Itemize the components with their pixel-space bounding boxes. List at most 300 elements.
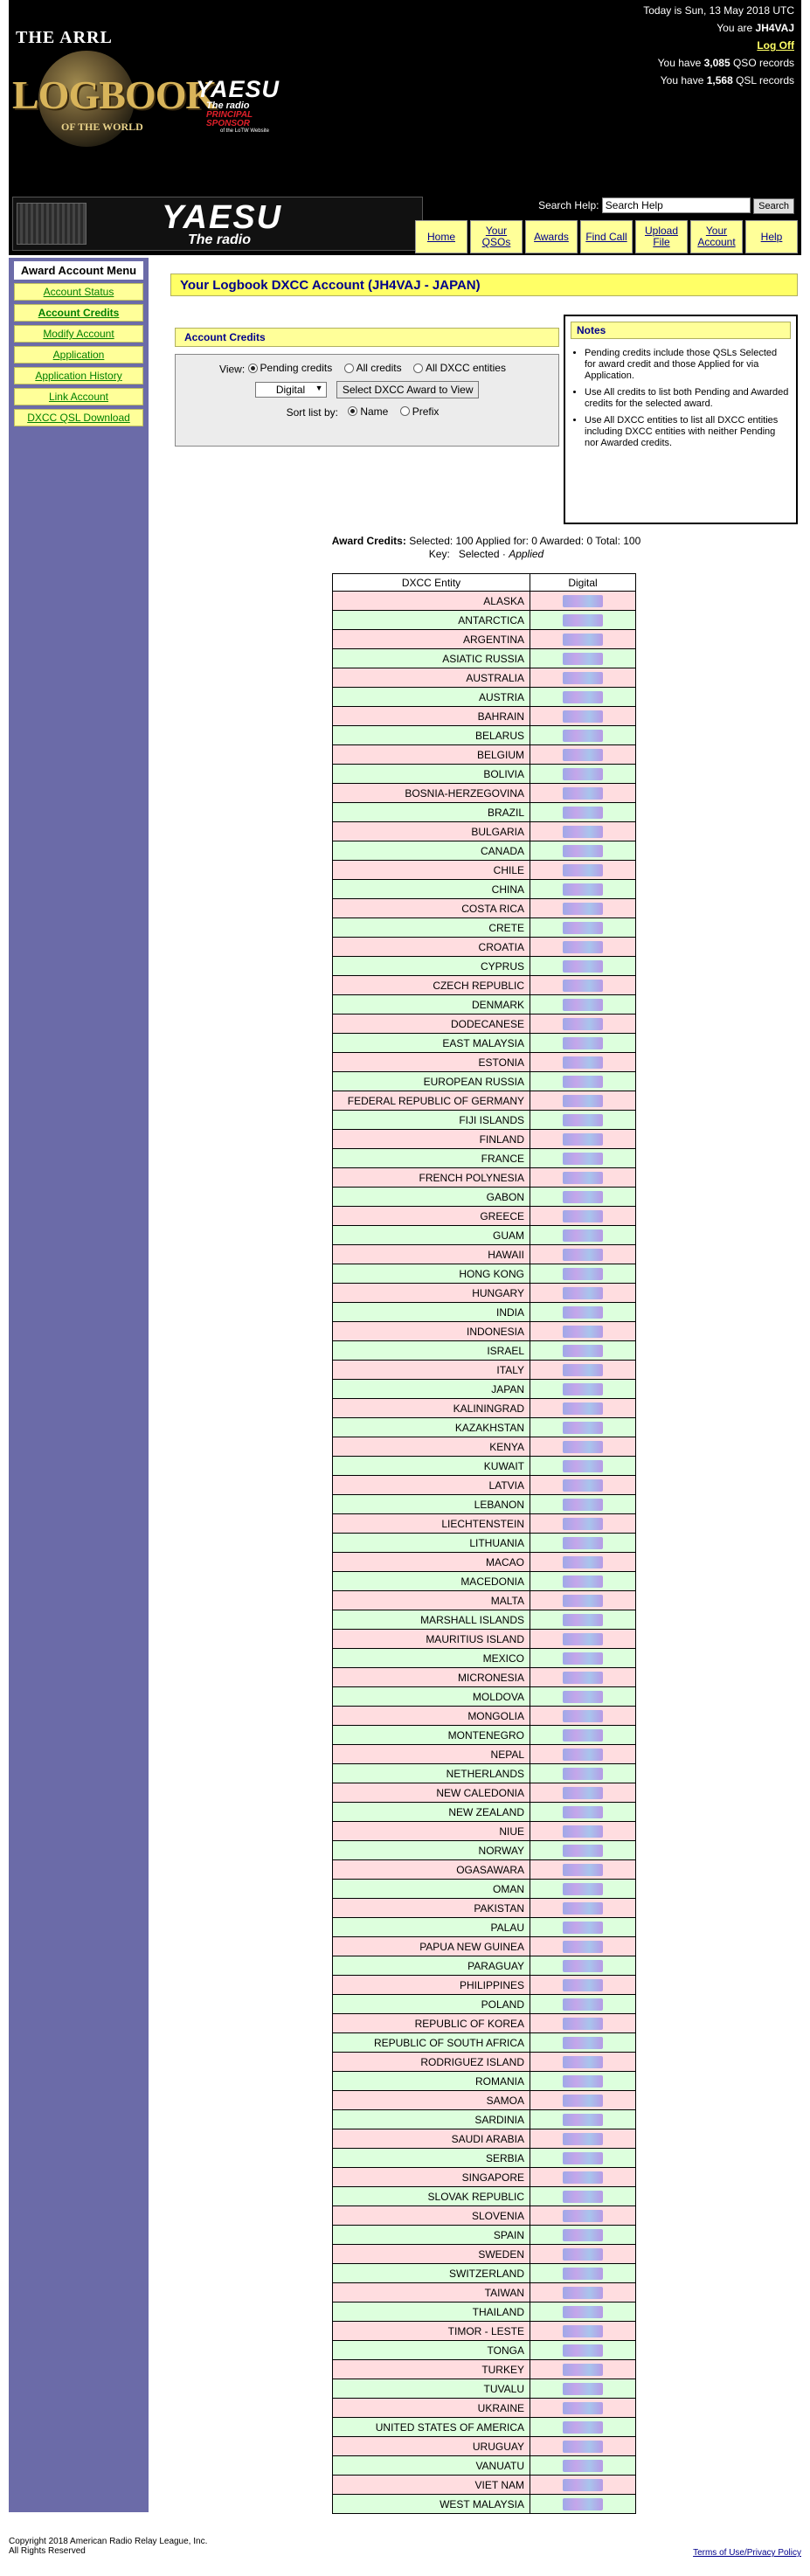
entity-name: CRETE — [333, 918, 530, 938]
redacted-credit-value — [563, 1018, 603, 1030]
redacted-credit-value — [563, 749, 603, 761]
sponsor-small: of the LoTW Website — [220, 128, 269, 134]
qso-count: 3,085 — [703, 57, 730, 69]
entity-name: VIET NAM — [333, 2476, 530, 2495]
entity-name: ISRAEL — [333, 1341, 530, 1361]
award-credits-summary — [175, 535, 798, 561]
entity-name: SLOVENIA — [333, 2206, 530, 2226]
sidebar-title: Award Account Menu — [14, 261, 143, 280]
redacted-credit-value — [563, 1383, 603, 1395]
redacted-credit-value — [563, 1672, 603, 1684]
sidebar-item-account-credits[interactable]: Account Credits — [14, 304, 143, 322]
digital-credit-cell — [530, 2053, 636, 2072]
redacted-credit-value — [563, 1268, 603, 1280]
table-row — [333, 2014, 636, 2033]
table-row — [333, 1437, 636, 1457]
table-header-row — [333, 574, 636, 592]
redacted-credit-value — [563, 1191, 603, 1203]
search-button[interactable]: Search — [753, 198, 794, 214]
table-row — [333, 2053, 636, 2072]
entity-name: MONTENEGRO — [333, 1726, 530, 1745]
table-row — [333, 1860, 636, 1880]
entity-name: GREECE — [333, 1207, 530, 1226]
entity-name: MACEDONIA — [333, 1572, 530, 1591]
redacted-credit-value — [563, 2037, 603, 2049]
key-separator: · — [499, 548, 509, 560]
redacted-credit-value — [563, 1114, 603, 1126]
redacted-credit-value — [563, 1575, 603, 1588]
table-row — [333, 1803, 636, 1822]
award-select[interactable] — [255, 382, 327, 398]
redacted-credit-value — [563, 1518, 603, 1530]
sponsor-banner[interactable] — [12, 197, 423, 251]
qso-count-line — [643, 54, 794, 72]
entity-name: FINLAND — [333, 1130, 530, 1149]
entity-name: HAWAII — [333, 1245, 530, 1264]
redacted-credit-value — [563, 1979, 603, 1991]
entity-name: NEPAL — [333, 1745, 530, 1764]
digital-credit-cell — [530, 1149, 636, 1168]
redacted-credit-value — [563, 653, 603, 665]
radio-icon — [17, 203, 87, 245]
redacted-credit-value — [563, 941, 603, 953]
footer — [9, 2537, 207, 2556]
table-row — [333, 1014, 636, 1034]
search-input[interactable] — [602, 197, 751, 213]
digital-credit-cell — [530, 1457, 636, 1476]
entity-name: HONG KONG — [333, 1264, 530, 1284]
redacted-credit-value — [563, 710, 603, 723]
digital-credit-cell — [530, 880, 636, 899]
digital-credit-cell — [530, 1745, 636, 1764]
redacted-credit-value — [563, 1556, 603, 1568]
view-all-credits-label: All credits — [356, 362, 402, 374]
redacted-credit-value — [563, 2133, 603, 2145]
user-status — [643, 2, 794, 89]
logo-logbook-text: LOGBOOK — [12, 73, 217, 117]
redacted-credit-value — [563, 768, 603, 780]
table-row — [333, 2206, 636, 2226]
view-pending-label: Pending credits — [260, 362, 333, 374]
digital-credit-cell — [530, 1687, 636, 1707]
entity-name: RODRIGUEZ ISLAND — [333, 2053, 530, 2072]
sidebar-item-link-account[interactable]: Link Account — [14, 388, 143, 405]
redacted-credit-value — [563, 1998, 603, 2011]
digital-credit-cell — [530, 611, 636, 630]
digital-credit-cell — [530, 1956, 636, 1976]
entity-name: KUWAIT — [333, 1457, 530, 1476]
digital-credit-cell — [530, 2379, 636, 2399]
table-row — [333, 1649, 636, 1668]
table-row — [333, 2360, 636, 2379]
logoff-link[interactable]: Log Off — [757, 39, 794, 52]
digital-credit-cell — [530, 2437, 636, 2456]
digital-credit-cell — [530, 1072, 636, 1091]
table-row — [333, 1361, 636, 1380]
redacted-credit-value — [563, 1249, 603, 1261]
redacted-credit-value — [563, 826, 603, 838]
entity-name: LITHUANIA — [333, 1534, 530, 1553]
digital-credit-cell — [530, 938, 636, 957]
banner-brand: YAESU — [162, 199, 283, 236]
nav-awards[interactable]: Awards — [525, 220, 578, 253]
sidebar-item-modify-account[interactable]: Modify Account — [14, 325, 143, 343]
redacted-credit-value — [563, 2460, 603, 2472]
entity-name: AUSTRIA — [333, 688, 530, 707]
qsl-count-line — [643, 72, 794, 89]
qsl-prefix: You have — [660, 74, 707, 87]
entity-name: ITALY — [333, 1361, 530, 1380]
entity-name: KALININGRAD — [333, 1399, 530, 1418]
table-row — [333, 1976, 636, 1995]
table-row — [333, 726, 636, 745]
table-row — [333, 2226, 636, 2245]
radio-selected-icon — [348, 406, 357, 416]
table-row — [333, 976, 636, 995]
redacted-credit-value — [563, 1902, 603, 1915]
notes-list — [571, 348, 791, 449]
table-row — [333, 2495, 636, 2514]
main-nav — [415, 220, 798, 253]
radio-icon — [400, 406, 410, 416]
today-prefix: Today is — [643, 4, 685, 17]
lotw-logo[interactable] — [12, 26, 217, 166]
table-row — [333, 2283, 636, 2302]
entity-name: DENMARK — [333, 995, 530, 1014]
note-item: • Pending credits include those QSLs Selected for award credit and those Applied for via Application. — [585, 348, 791, 382]
digital-credit-cell — [530, 1476, 636, 1495]
entity-name: PHILIPPINES — [333, 1976, 530, 1995]
entity-name: ESTONIA — [333, 1053, 530, 1072]
digital-credit-cell — [530, 1034, 636, 1053]
table-row — [333, 1418, 636, 1437]
digital-credit-cell — [530, 841, 636, 861]
sponsor-sponsor: SPONSOR — [206, 119, 251, 128]
redacted-credit-value — [563, 999, 603, 1011]
entity-name: VANUATU — [333, 2456, 530, 2476]
rights-text: All Rights Reserved — [9, 2546, 86, 2556]
digital-credit-cell — [530, 1091, 636, 1111]
entity-name: KENYA — [333, 1437, 530, 1457]
banner-tagline: The radio — [188, 232, 252, 247]
table-row — [333, 899, 636, 918]
digital-credit-cell — [530, 745, 636, 765]
entity-name: INDIA — [333, 1303, 530, 1322]
entity-name: SWITZERLAND — [333, 2264, 530, 2283]
redacted-credit-value — [563, 1364, 603, 1376]
entity-name: CROATIA — [333, 938, 530, 957]
digital-credit-cell — [530, 630, 636, 649]
view-all-dxcc-label: All DXCC entities — [425, 362, 506, 374]
callsign: JH4VAJ — [755, 22, 794, 34]
redacted-credit-value — [563, 2287, 603, 2299]
table-row — [333, 2091, 636, 2110]
table-row — [333, 2379, 636, 2399]
digital-credit-cell — [530, 1726, 636, 1745]
digital-credit-cell — [530, 1399, 636, 1418]
digital-credit-cell — [530, 1764, 636, 1783]
redacted-credit-value — [563, 1845, 603, 1857]
digital-credit-cell — [530, 899, 636, 918]
digital-credit-cell — [530, 726, 636, 745]
table-row — [333, 1880, 636, 1899]
table-row — [333, 957, 636, 976]
entity-name: BELARUS — [333, 726, 530, 745]
redacted-credit-value — [563, 1402, 603, 1415]
column-header-entity: DXCC Entity — [333, 574, 530, 592]
digital-credit-cell — [530, 2245, 636, 2264]
digital-credit-cell — [530, 2322, 636, 2341]
redacted-credit-value — [563, 1460, 603, 1472]
entity-name: LIECHTENSTEIN — [333, 1514, 530, 1534]
digital-credit-cell — [530, 1207, 636, 1226]
nav-upload-file[interactable]: Upload File — [635, 220, 688, 253]
entity-name: PARAGUAY — [333, 1956, 530, 1976]
table-row — [333, 745, 636, 765]
table-row — [333, 1764, 636, 1783]
table-row — [333, 1591, 636, 1610]
entity-name: LATVIA — [333, 1476, 530, 1495]
entity-name: ANTARCTICA — [333, 611, 530, 630]
table-row — [333, 2187, 636, 2206]
redacted-credit-value — [563, 787, 603, 800]
digital-credit-cell — [530, 688, 636, 707]
digital-credit-cell — [530, 2418, 636, 2437]
table-row — [333, 841, 636, 861]
sidebar-item-dxcc-qsl-download[interactable]: DXCC QSL Download — [14, 409, 143, 426]
table-row — [333, 1956, 636, 1976]
entity-name: CANADA — [333, 841, 530, 861]
digital-credit-cell — [530, 1341, 636, 1361]
table-row — [333, 1707, 636, 1726]
today-date: Sun, 13 May 2018 UTC — [684, 4, 794, 17]
entity-name: SPAIN — [333, 2226, 530, 2245]
table-row — [333, 1783, 636, 1803]
digital-credit-cell — [530, 2341, 636, 2360]
digital-credit-cell — [530, 976, 636, 995]
digital-credit-cell — [530, 1264, 636, 1284]
page-title: Your Logbook DXCC Account (JH4VAJ - JAPAN) — [170, 274, 798, 296]
digital-credit-cell — [530, 2072, 636, 2091]
table-row — [333, 1899, 636, 1918]
nav-home[interactable]: Home — [415, 220, 467, 253]
nav-your-qsos[interactable]: Your QSOs — [470, 220, 523, 253]
digital-credit-cell — [530, 2168, 636, 2187]
redacted-credit-value — [563, 1652, 603, 1665]
digital-credit-cell — [530, 1668, 636, 1687]
redacted-credit-value — [563, 634, 603, 646]
redacted-credit-value — [563, 1133, 603, 1146]
entity-name: HUNGARY — [333, 1284, 530, 1303]
redacted-credit-value — [563, 1326, 603, 1338]
redacted-credit-value — [563, 1210, 603, 1222]
entity-name: BRAZIL — [333, 803, 530, 822]
table-row — [333, 2456, 636, 2476]
dxcc-credits-table — [332, 573, 636, 2514]
entity-name: MAURITIUS ISLAND — [333, 1630, 530, 1649]
digital-credit-cell — [530, 1899, 636, 1918]
redacted-credit-value — [563, 1691, 603, 1703]
entity-name: MONGOLIA — [333, 1707, 530, 1726]
select-award-button[interactable]: Select DXCC Award to View — [336, 381, 480, 398]
entity-name: TONGA — [333, 2341, 530, 2360]
view-options-panel — [175, 354, 559, 447]
digital-credit-cell — [530, 1495, 636, 1514]
redacted-credit-value — [563, 1960, 603, 1972]
table-row — [333, 2322, 636, 2341]
entity-name: FRANCE — [333, 1149, 530, 1168]
sort-prefix-label: Prefix — [412, 405, 440, 418]
sidebar-item-account-status[interactable]: Account Status — [14, 283, 143, 301]
table-row — [333, 1399, 636, 1418]
today-line — [643, 2, 794, 19]
redacted-credit-value — [563, 1056, 603, 1069]
redacted-credit-value — [563, 845, 603, 857]
redacted-credit-value — [563, 1037, 603, 1049]
entity-name: SINGAPORE — [333, 2168, 530, 2187]
redacted-credit-value — [563, 2191, 603, 2203]
table-row — [333, 918, 636, 938]
search-help — [538, 197, 794, 214]
entity-name: NORWAY — [333, 1841, 530, 1860]
redacted-credit-value — [563, 1825, 603, 1838]
table-row — [333, 1207, 636, 1226]
radio-selected-icon — [248, 364, 258, 373]
redacted-credit-value — [563, 2056, 603, 2068]
digital-credit-cell — [530, 1918, 636, 1937]
entity-name: OGASAWARA — [333, 1860, 530, 1880]
digital-credit-cell — [530, 649, 636, 668]
entity-name: REPUBLIC OF SOUTH AFRICA — [333, 2033, 530, 2053]
redacted-credit-value — [563, 1922, 603, 1934]
entity-name: FIJI ISLANDS — [333, 1111, 530, 1130]
redacted-credit-value — [563, 2364, 603, 2376]
entity-name: MACAO — [333, 1553, 530, 1572]
redacted-credit-value — [563, 922, 603, 934]
digital-credit-cell — [530, 1053, 636, 1072]
table-row — [333, 1188, 636, 1207]
digital-credit-cell — [530, 2110, 636, 2129]
sidebar-item-application-history[interactable]: Application History — [14, 367, 143, 384]
table-row — [333, 1668, 636, 1687]
redacted-credit-value — [563, 672, 603, 684]
qso-prefix: You have — [657, 57, 704, 69]
redacted-credit-value — [563, 1287, 603, 1299]
view-pending-radio[interactable] — [248, 362, 333, 374]
digital-credit-cell — [530, 1245, 636, 1264]
table-row — [333, 2149, 636, 2168]
sidebar-item-application[interactable]: Application — [14, 346, 143, 364]
table-row — [333, 995, 636, 1014]
digital-credit-cell — [530, 1130, 636, 1149]
digital-credit-cell — [530, 2033, 636, 2053]
radio-icon — [344, 364, 354, 373]
redacted-credit-value — [563, 1883, 603, 1895]
entity-name: COSTA RICA — [333, 899, 530, 918]
redacted-credit-value — [563, 1479, 603, 1492]
table-row — [333, 1553, 636, 1572]
redacted-credit-value — [563, 2344, 603, 2357]
redacted-credit-value — [563, 2114, 603, 2126]
table-row — [333, 1341, 636, 1361]
redacted-credit-value — [563, 2441, 603, 2453]
entity-name: BAHRAIN — [333, 707, 530, 726]
table-row — [333, 1995, 636, 2014]
table-row — [333, 1380, 636, 1399]
entity-name: BOSNIA-HERZEGOVINA — [333, 784, 530, 803]
entity-name: GUAM — [333, 1226, 530, 1245]
view-all-dxcc-radio[interactable] — [413, 362, 506, 374]
nav-your-account[interactable]: Your Account — [690, 220, 743, 253]
entity-name: JAPAN — [333, 1380, 530, 1399]
digital-credit-cell — [530, 1995, 636, 2014]
table-row — [333, 1034, 636, 1053]
qso-suffix: QSO records — [730, 57, 794, 69]
table-row — [333, 611, 636, 630]
table-row — [333, 2072, 636, 2091]
redacted-credit-value — [563, 2498, 603, 2510]
redacted-credit-value — [563, 730, 603, 742]
sort-name-radio[interactable] — [348, 405, 388, 418]
digital-credit-cell — [530, 1168, 636, 1188]
table-row — [333, 1937, 636, 1956]
note-item: • Use All DXCC entities to list all DXCC entities including DXCC entities with neither Pending nor Awarded credits. — [585, 415, 791, 449]
qsl-suffix: QSL records — [732, 74, 794, 87]
digital-credit-cell — [530, 1649, 636, 1668]
view-all-credits-radio[interactable] — [344, 362, 402, 374]
table-row — [333, 2033, 636, 2053]
table-row — [333, 1918, 636, 1937]
sort-prefix-radio[interactable] — [400, 405, 440, 418]
redacted-credit-value — [563, 1768, 603, 1780]
digital-credit-cell — [530, 1188, 636, 1207]
table-row — [333, 1476, 636, 1495]
entity-name: ASIATIC RUSSIA — [333, 649, 530, 668]
entity-name: SAUDI ARABIA — [333, 2129, 530, 2149]
digital-credit-cell — [530, 822, 636, 841]
entity-name: WEST MALAYSIA — [333, 2495, 530, 2514]
redacted-credit-value — [563, 807, 603, 819]
redacted-credit-value — [563, 2095, 603, 2107]
entity-name: NEW ZEALAND — [333, 1803, 530, 1822]
entity-name: MICRONESIA — [333, 1668, 530, 1687]
privacy-link[interactable]: Terms of Use/Privacy Policy — [693, 2548, 801, 2558]
table-row — [333, 1245, 636, 1264]
redacted-credit-value — [563, 1864, 603, 1876]
digital-credit-cell — [530, 765, 636, 784]
entity-name: SLOVAK REPUBLIC — [333, 2187, 530, 2206]
redacted-credit-value — [563, 864, 603, 876]
entity-name: PAPUA NEW GUINEA — [333, 1937, 530, 1956]
entity-name: UNITED STATES OF AMERICA — [333, 2418, 530, 2437]
nav-find-call[interactable]: Find Call — [580, 220, 633, 253]
sponsor-logo[interactable] — [196, 77, 318, 147]
table-row — [333, 2264, 636, 2283]
digital-credit-cell — [530, 2129, 636, 2149]
entity-name: EAST MALAYSIA — [333, 1034, 530, 1053]
entity-name: POLAND — [333, 1995, 530, 2014]
entity-name: ROMANIA — [333, 2072, 530, 2091]
nav-help[interactable]: Help — [745, 220, 798, 253]
table-row — [333, 2341, 636, 2360]
redacted-credit-value — [563, 1499, 603, 1511]
table-row — [333, 2476, 636, 2495]
redacted-credit-value — [563, 2479, 603, 2491]
dxcc-table-body — [333, 592, 636, 2514]
key-label: Key: — [428, 548, 450, 560]
redacted-credit-value — [563, 1306, 603, 1319]
table-row — [333, 2437, 636, 2456]
